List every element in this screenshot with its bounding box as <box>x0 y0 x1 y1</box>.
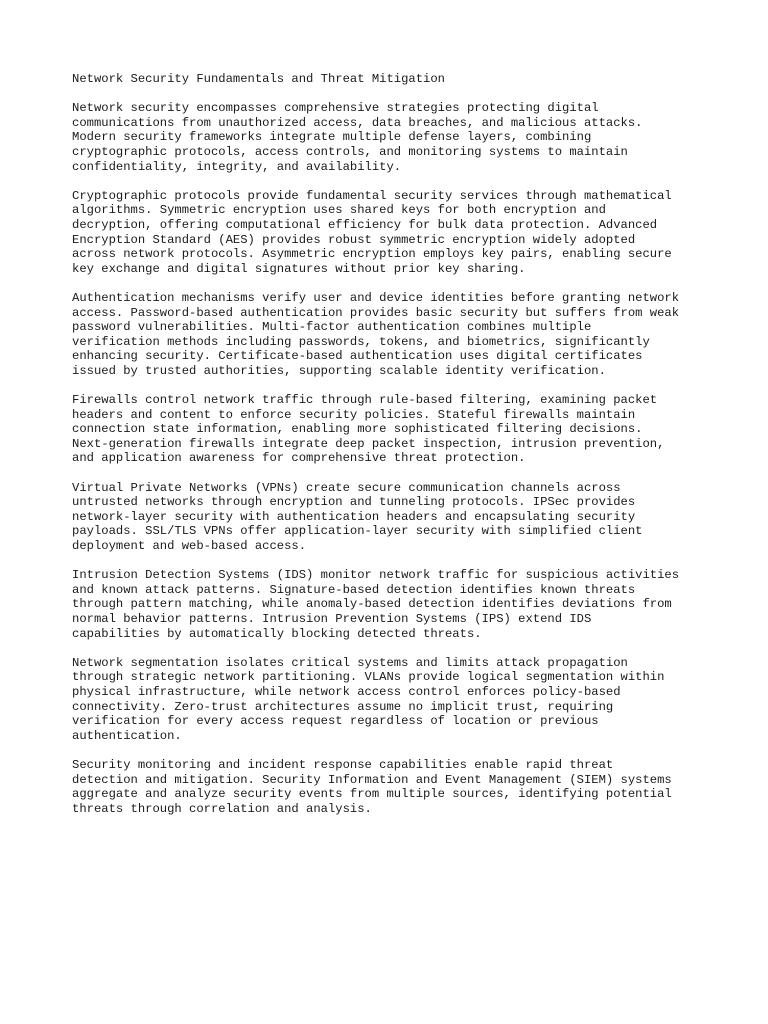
paragraph-line: and known attack patterns. Signature-based detection identifies known threats <box>72 582 636 597</box>
paragraph-line: authentication. <box>72 728 182 743</box>
paragraph <box>72 393 712 466</box>
paragraph-line: and application awareness for comprehensive threat protection. <box>72 451 526 466</box>
paragraph-line: communications from unauthorized access, data breaches, and malicious attacks. <box>72 115 643 130</box>
paragraph-line: Network security encompasses comprehensive strategies protecting digital <box>72 101 599 116</box>
paragraph-line: network-layer security with authentication headers and encapsulating security <box>72 509 636 524</box>
paragraph-line: Security monitoring and incident response capabilities enable rapid threat <box>72 757 614 772</box>
paragraph-line: decryption, offering computational efficiency for bulk data protection. Advanced <box>72 217 658 232</box>
paragraph-line: threats through correlation and analysis. <box>72 801 372 816</box>
paragraph-line: connectivity. Zero-trust architectures assume no implicit trust, requiring <box>72 699 614 714</box>
paragraph-line: Intrusion Detection Systems (IDS) monitor network traffic for suspicious activities <box>72 568 680 583</box>
paragraph-line: Next-generation firewalls integrate deep packet inspection, intrusion prevention, <box>72 436 665 451</box>
paragraph-line: verification for every access request regardless of location or previous <box>72 714 599 729</box>
paragraph-line: issued by trusted authorities, supporting scalable identity verification. <box>72 363 606 378</box>
paragraph-line: cryptographic protocols, access controls, and monitoring systems to maintain <box>72 144 628 159</box>
paragraph-line: Encryption Standard (AES) provides robust symmetric encryption widely adopted <box>72 232 636 247</box>
paragraph-line: confidentiality, integrity, and availability. <box>72 159 402 174</box>
paragraph-line: algorithms. Symmetric encryption uses shared keys for both encryption and <box>72 203 606 218</box>
paragraph <box>72 656 712 744</box>
paragraph-line: normal behavior patterns. Intrusion Prevention Systems (IPS) extend IDS <box>72 611 592 626</box>
paragraph <box>72 291 712 379</box>
paragraph <box>72 568 712 641</box>
paragraph-line: access. Password-based authentication provides basic security but suffers from weak <box>72 305 680 320</box>
document-body <box>72 101 712 816</box>
paragraph-line: Authentication mechanisms verify user and device identities before granting network <box>72 290 680 305</box>
paragraph-line: physical infrastructure, while network access control enforces policy-based <box>72 684 621 699</box>
paragraph-line: verification methods including passwords, tokens, and biometrics, significantly <box>72 334 650 349</box>
paragraph-line: through pattern matching, while anomaly-based detection identifies deviations from <box>72 597 672 612</box>
paragraph <box>72 758 712 816</box>
paragraph-line: untrusted networks through encryption and tunneling protocols. IPSec provides <box>72 495 636 510</box>
paragraph-line: password vulnerabilities. Multi-factor authentication combines multiple <box>72 320 592 335</box>
paragraph-line: through strategic network partitioning. VLANs provide logical segmentation within <box>72 670 665 685</box>
paragraph <box>72 481 712 554</box>
paragraph-line: across network protocols. Asymmetric encryption employs key pairs, enabling secure <box>72 247 672 262</box>
paragraph-line: Modern security frameworks integrate multiple defense layers, combining <box>72 130 592 145</box>
paragraph <box>72 189 712 277</box>
paragraph-line: detection and mitigation. Security Information and Event Management (SIEM) systems <box>72 772 672 787</box>
paragraph-line: enhancing security. Certificate-based authentication uses digital certificates <box>72 349 643 364</box>
paragraph-line: deployment and web-based access. <box>72 539 307 553</box>
paragraph <box>72 101 712 174</box>
paragraph-line: Cryptographic protocols provide fundamental security services through mathematical <box>72 188 672 203</box>
paragraph-line: Firewalls control network traffic through rule-based filtering, examining packet <box>72 393 658 408</box>
paragraph-line: Network segmentation isolates critical systems and limits attack propagation <box>72 655 628 670</box>
paragraph-line: headers and content to enforce security policies. Stateful firewalls maintain <box>72 407 636 422</box>
paragraph-line: key exchange and digital signatures without prior key sharing. <box>72 261 526 276</box>
document-page <box>72 72 712 831</box>
paragraph-line: aggregate and analyze security events from multiple sources, identifying potential <box>72 787 672 802</box>
paragraph-line: payloads. SSL/TLS VPNs offer application-layer security with simplified client <box>72 524 643 539</box>
document-title: Network Security Fundamentals and Threat Mitigation <box>72 72 445 86</box>
paragraph-line: capabilities by automatically blocking detected threats. <box>72 626 482 641</box>
paragraph-line: connection state information, enabling more sophisticated filtering decisions. <box>72 422 643 437</box>
paragraph-line: Virtual Private Networks (VPNs) create secure communication channels across <box>72 480 621 495</box>
